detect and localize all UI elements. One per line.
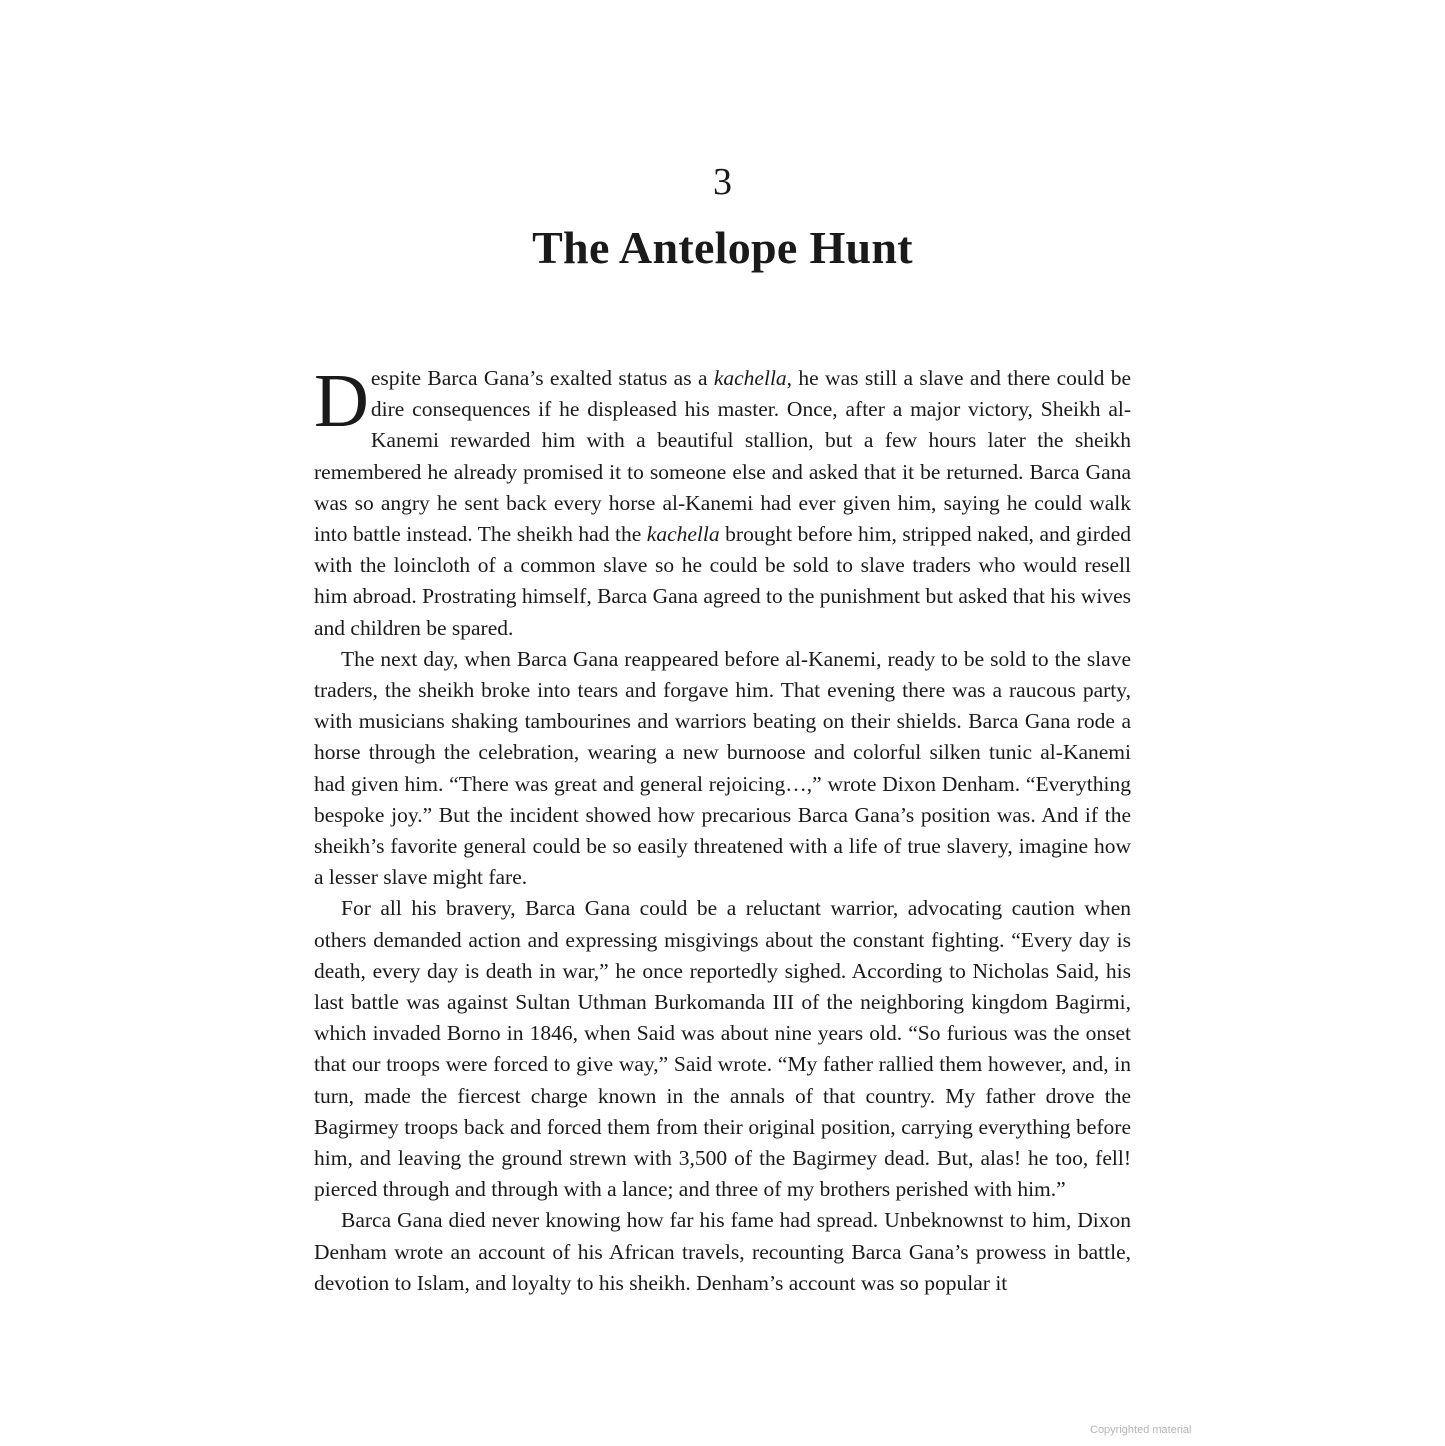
chapter-title: The Antelope Hunt <box>532 222 913 273</box>
paragraph-1-text-a: espite Barca Gana’s exalted status as a <box>370 366 714 390</box>
paragraph-1 <box>314 359 1131 644</box>
paragraph-3: For all his bravery, Barca Gana could be a reluctant warrior, advocating caution when others demanded action and expressing misgivings about the constant fighting. “Every day is death, every day is death in war,” he once reportedly sighed. According to Nicholas Said, his last battle was against Sultan Uthman Burkomanda III of the neighboring kingdom Bagirmi, which invaded Borno in 1846, when Said was about nine years old. “So furious was the onset that our troops were forced to give way,” Said wrote. “My father rallied them however, and, in turn, made the fiercest charge known in the annals of that country. My father drove the Bagirmey troops back and forced them from their original position, carrying everything before him, and leaving the ground strewn with 3,500 of the Bagirmey dead. But, alas! he too, fell! pierced through and through with a lance; and three of my brothers perished with him.” <box>314 896 1131 1202</box>
chapter-number: 3 <box>713 161 732 203</box>
copyright-watermark-text: Copyrighted material <box>1090 1424 1192 1436</box>
paragraph-4: Barca Gana died never knowing how far his fame had spread. Unbeknownst to him, Dixon Denham wrote an account of his African travels, recounting Barca Gana’s prowess in battle, devotion to Islam, and loyalty to his sheikh. Denham’s account was so popular it <box>314 1208 1131 1295</box>
paragraph-1-text-b: , he was still a slave and there could be dire consequences if he displeased his master. Once, after a major victory, Sheikh al-Kanemi rewarded him with a beautiful stallion, but a few hours later the sheikh remembered he already promised it to someone else and asked that it be returned. Barca Gana was so angry he sent back every horse al-Kanemi had ever given him, saying he could walk into battle instead. The sheikh had the <box>314 366 1131 547</box>
body-text <box>314 359 1131 1299</box>
paragraph-1-text-c: brought before him, stripped naked, and girded with the loincloth of a common slave so he could be sold to slave traders who would resell him abroad. Prostrating himself, Barca Gana agreed to the punishment but asked that his wives and children be spared. <box>314 522 1131 640</box>
italic-term-kachella-2: kachella <box>646 522 720 547</box>
drop-cap: D <box>314 359 369 443</box>
italic-term-kachella: kachella <box>713 366 787 390</box>
paragraph-2: The next day, when Barca Gana reappeared before al-Kanemi, ready to be sold to the slave traders, the sheikh broke into tears and forgave him. That evening there was a raucous party, with musicians shaking tambourines and warriors beating on their shields. Barca Gana rode a horse through the celebration, wearing a new burnoose and colorful silken tunic al-Kanemi had given him. “There was great and general rejoicing…,” wrote Dixon Denham. “Everything bespoke joy.” But the incident showed how precarious Barca Gana’s position was. And if the sheikh’s favorite general could be so easily threatened with a life of true slavery, imagine how a lesser slave might fare. <box>314 646 1131 890</box>
